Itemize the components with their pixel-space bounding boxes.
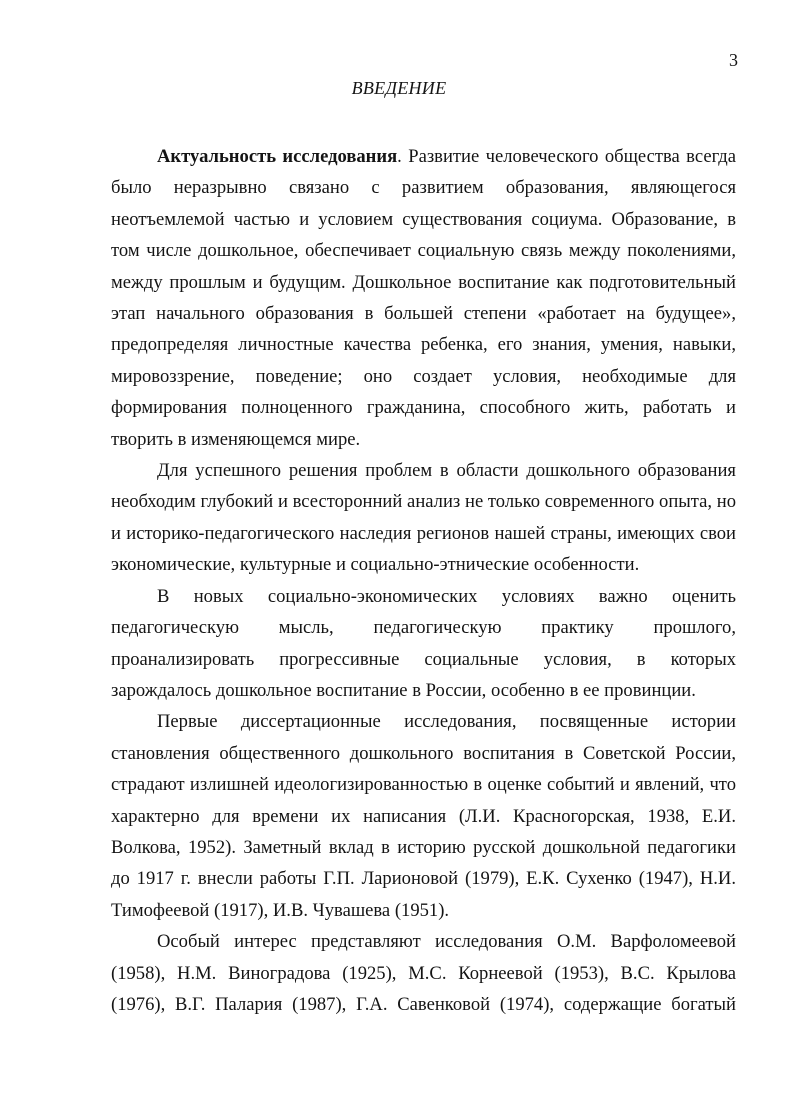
page-number: 3	[729, 50, 738, 70]
body-text	[111, 141, 736, 1020]
paragraph-text: . Развитие человеческого общества всегда было неразрывно связано с развитием образования, являющегося неотъемлемой частью и условием существования социума. Образование, в том числе дошкольное, обеспечивает социальную связь между поколениями, между прошлым и будущим. Дошкольное воспитание как подготовительный этап начального образования в большей степени «работает на будущее», предопределяя личностные качества ребенка, его знания, умения, навыки, мировоззрение, поведение; оно создает условия, необходимые для формирования полноценного гражданина, способного жить, работать и творить в изменяющемся мире.	[111, 146, 737, 450]
paragraph: Первые диссертационные исследования, посвященные истории становления общественного дошкольного воспитания в Советской России, страдают излишней идеологизированностью в оценке событий и явлений, что характерно для времени их написания (Л.И. Красногорская, 1938, Е.И. Волкова, 1952). Заметный вклад в историю русской дошкольной педагогики до 1917 г. внесли работы Г.П. Ларионовой (1979), Е.К. Сухенко (1947), Н.И. Тимофеевой (1917), И.В. Чувашева (1951).	[111, 711, 736, 921]
lead-term: Актуальность исследования	[157, 146, 398, 167]
paragraph: Для успешного решения проблем в области дошкольного образования необходим глубокий и всесторонний анализ не только современного опыта, но и историко-педагогического наследия регионов нашей страны, имеющих свои экономические, культурные и социально-этнические особенности.	[111, 460, 736, 576]
paragraph: В новых социально-экономических условиях важно оценить педагогическую мысль, педагогическую практику прошлого, проанализировать прогрессивные социальные условия, в которых зарождалось дошкольное воспитание в России, особенно в ее провинции.	[111, 585, 736, 701]
section-heading: ВВЕДЕНИЕ	[351, 78, 447, 98]
paragraph-relevance	[111, 141, 736, 455]
paragraph: Особый интерес представляют исследования О.М. Варфоломеевой (1958), Н.М. Виноградова (1925), М.С. Корнеевой (1953), В.С. Крылова (1976), В.Г. Палария (1987), Г.А. Савенковой (1974), содержащие богатый	[111, 931, 736, 1015]
